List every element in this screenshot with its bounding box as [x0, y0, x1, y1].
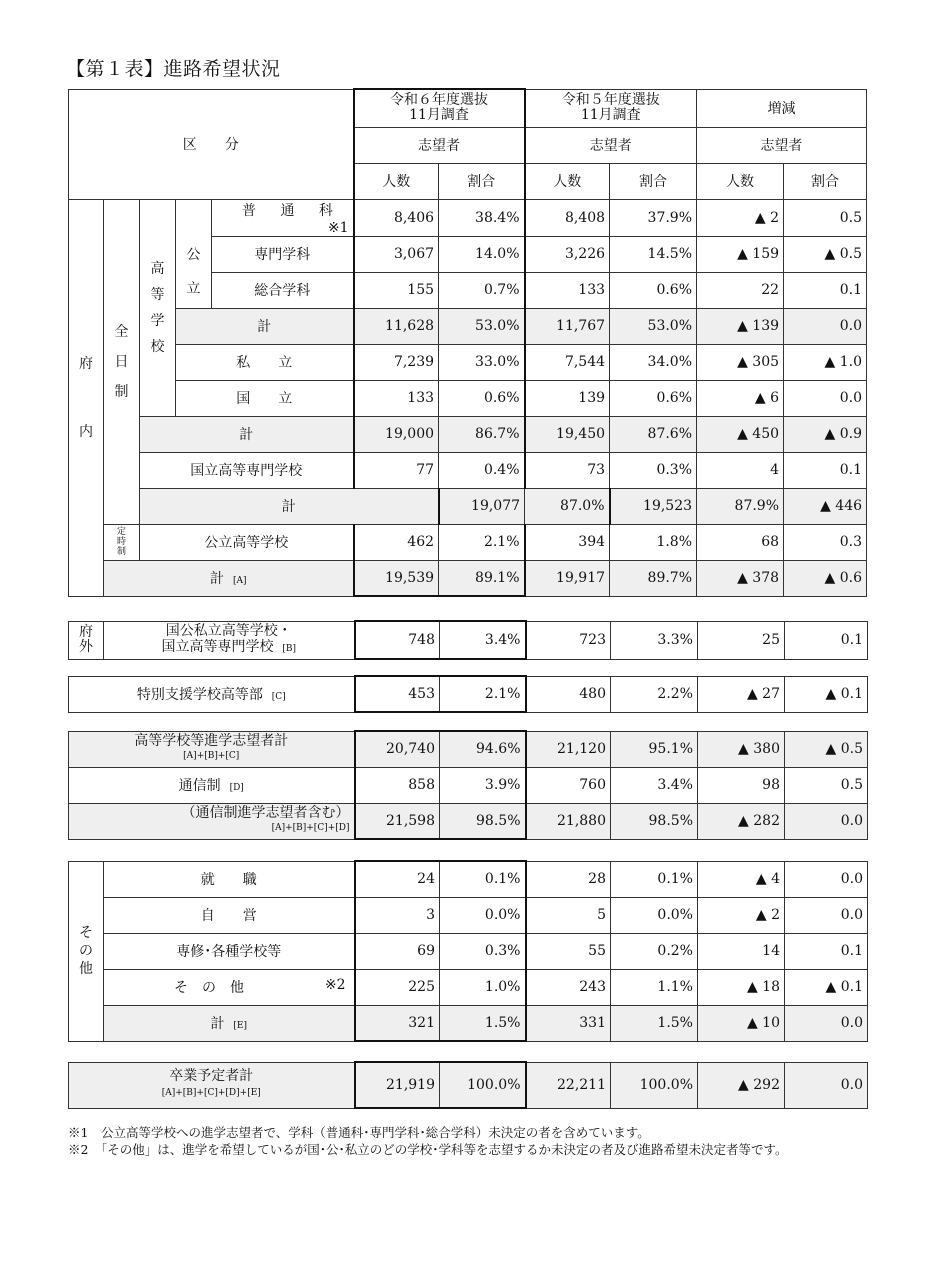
cell: ▲ 282: [698, 803, 785, 839]
cell: 0.0: [784, 308, 867, 344]
shien-table: [68, 675, 866, 713]
cell: 55: [526, 933, 611, 969]
cell: 0.0: [785, 1062, 868, 1108]
row-label: 自 営: [104, 897, 355, 933]
cell: 462: [354, 524, 439, 560]
cell: 1.0%: [440, 969, 526, 1005]
table-row: [69, 676, 868, 712]
cell: 19,000: [354, 416, 439, 452]
cell: 28: [526, 861, 611, 897]
cell: 723: [526, 621, 611, 659]
table-row: [69, 1005, 868, 1041]
footnote: ※2 「その他」は、進学を希望しているが国･公･私立のどの学校･学科等を志望するか未決定の者及び進路希望未決定者等です。: [68, 1142, 788, 1157]
teiji-label: 定 時 制: [104, 524, 140, 560]
row-label: 公立高等学校: [140, 524, 354, 560]
cell: 19,917: [525, 560, 610, 596]
fugai-table: [68, 620, 866, 660]
cell: 8,406: [354, 199, 439, 236]
fugai-label: 府 外: [69, 621, 104, 659]
cell: 0.0: [785, 861, 868, 897]
cell: ▲ 4: [698, 861, 785, 897]
cell: 480: [526, 676, 611, 712]
cell: ▲ 2: [698, 897, 785, 933]
cell: 3.3%: [611, 621, 698, 659]
cell: 11,767: [525, 308, 610, 344]
cell: ▲ 446: [784, 488, 867, 524]
zennichi-label: 全 日 制: [104, 199, 140, 524]
cell: 14.0%: [439, 236, 525, 272]
sonota-table: [68, 860, 866, 1042]
cell: 133: [354, 380, 439, 416]
cell: 77: [354, 452, 439, 488]
r6-applicants: 志望者: [354, 127, 525, 163]
row-label: 専修･各種学校等: [104, 933, 355, 969]
cell: 0.1: [785, 933, 868, 969]
cell: 453: [355, 676, 440, 712]
cell: 25: [698, 621, 785, 659]
diff-header: 増減: [697, 89, 867, 127]
cell: 0.1%: [440, 861, 526, 897]
r6-ratio-head: 割合: [439, 163, 525, 199]
cell: 98: [698, 767, 785, 803]
cell: 3: [355, 897, 440, 933]
cell: 1.8%: [610, 524, 697, 560]
row-label: そ の 他 ※2: [104, 969, 355, 1005]
row-label: 専門学科: [212, 236, 354, 272]
cell: 87.6%: [610, 416, 697, 452]
cell: 133: [525, 272, 610, 308]
cell: 22,211: [526, 1062, 611, 1108]
cell: ▲ 18: [698, 969, 785, 1005]
cell: 7,544: [525, 344, 610, 380]
row-label: 通信制 [D]: [69, 767, 355, 803]
cell: 38.4%: [439, 199, 525, 236]
cell: 7,239: [354, 344, 439, 380]
cell: 100.0%: [611, 1062, 698, 1108]
row-label: （通信制進学志望者含む） [A]+[B]+[C]+[D]: [69, 803, 355, 839]
table-row: [69, 416, 867, 452]
table-row: [69, 897, 868, 933]
table-row: [69, 308, 867, 344]
cell: ▲ 0.5: [784, 236, 867, 272]
cell: ▲ 2: [697, 199, 784, 236]
cell: ▲ 10: [698, 1005, 785, 1041]
cell: ▲ 378: [697, 560, 784, 596]
koritsu-label: 公 立: [176, 236, 212, 308]
cell: ▲ 139: [697, 308, 784, 344]
r6-count-head: 人数: [354, 163, 439, 199]
table-row: [69, 452, 867, 488]
r5-header: 令和５年度選抜 11月調査: [525, 89, 697, 127]
cell: 19,523: [610, 488, 697, 524]
cell: 0.3: [784, 524, 867, 560]
cell: 0.1: [784, 452, 867, 488]
cell: 225: [355, 969, 440, 1005]
cell: 69: [355, 933, 440, 969]
table-row: [69, 380, 867, 416]
cell: 21,919: [355, 1062, 440, 1108]
cell: 0.0%: [440, 897, 526, 933]
cell: ▲ 0.5: [785, 731, 868, 767]
diff-applicants: 志望者: [697, 127, 867, 163]
table-row: [69, 621, 868, 659]
cell: 760: [526, 767, 611, 803]
cell: 0.4%: [439, 452, 525, 488]
cell: 0.0: [785, 1005, 868, 1041]
cell: ▲ 292: [698, 1062, 785, 1108]
cell: 0.6%: [439, 380, 525, 416]
cell: 86.7%: [439, 416, 525, 452]
cell: 87.9%: [697, 488, 784, 524]
table-row: [69, 803, 868, 839]
cell: 1.1%: [611, 969, 698, 1005]
cell: 89.1%: [439, 560, 525, 596]
cell: 3.4%: [611, 767, 698, 803]
cell: 14: [698, 933, 785, 969]
cell: 155: [354, 272, 439, 308]
cell: 0.3%: [440, 933, 526, 969]
cell: 3.4%: [440, 621, 526, 659]
cell: 858: [355, 767, 440, 803]
cell: 98.5%: [440, 803, 526, 839]
row-label: 総合学科: [212, 272, 354, 308]
cell: ▲ 0.1: [785, 969, 868, 1005]
r6-header: 令和６年度選抜 11月調査: [354, 89, 525, 127]
row-label: 高等学校等進学志望者計 [A]+[B]+[C]: [69, 731, 355, 767]
cell: 748: [355, 621, 440, 659]
row-label: 普 通 科 ※1: [212, 199, 354, 236]
row-label: 計: [176, 308, 354, 344]
cell: 19,077: [439, 488, 525, 524]
row-label: 就 職: [104, 861, 355, 897]
cell: 0.6%: [610, 380, 697, 416]
row-label: 計 [A]: [104, 560, 354, 596]
cell: 0.1: [784, 272, 867, 308]
cell: 3,226: [525, 236, 610, 272]
table-row: [69, 344, 867, 380]
row-label: 国 立: [176, 380, 354, 416]
cell: 98.5%: [611, 803, 698, 839]
koto-label: 高 等 学 校: [140, 199, 176, 416]
funai-label: 府 内: [69, 199, 104, 596]
cell: 8,408: [525, 199, 610, 236]
cell: 53.0%: [610, 308, 697, 344]
cell: 2.2%: [611, 676, 698, 712]
diff-count-head: 人数: [697, 163, 784, 199]
cell: 73: [525, 452, 610, 488]
cell: 0.2%: [611, 933, 698, 969]
row-label: 国公私立高等学校・ 国立高等専門学校 [B]: [104, 621, 355, 659]
cell: 37.9%: [610, 199, 697, 236]
cell: 0.6%: [610, 272, 697, 308]
cell: 89.7%: [610, 560, 697, 596]
cell: ▲ 0.1: [785, 676, 868, 712]
cell: ▲ 380: [698, 731, 785, 767]
table-row: [69, 236, 867, 272]
cell: 0.5: [785, 767, 868, 803]
row-label: 特別支援学校高等部 [C]: [69, 676, 355, 712]
sonota-label: そ の 他: [69, 861, 104, 1041]
cell: 2.1%: [440, 676, 526, 712]
table-row: [69, 969, 868, 1005]
cell: 19,539: [354, 560, 439, 596]
cell: 53.0%: [439, 308, 525, 344]
table-row: [69, 731, 868, 767]
table-row: [69, 560, 867, 596]
cell: ▲ 305: [697, 344, 784, 380]
row-label: 計 [E]: [104, 1005, 355, 1041]
page-title: 【第１表】進路希望状況: [66, 58, 281, 80]
table-row: [69, 861, 868, 897]
cell: 100.0%: [440, 1062, 526, 1108]
cell: 24: [355, 861, 440, 897]
cell: 34.0%: [610, 344, 697, 380]
r5-applicants: 志望者: [525, 127, 697, 163]
row-label: 国立高等専門学校: [140, 452, 354, 488]
cell: 3.9%: [440, 767, 526, 803]
cell: 33.0%: [439, 344, 525, 380]
cell: 0.1%: [611, 861, 698, 897]
table-row: [69, 199, 867, 236]
cell: 22: [697, 272, 784, 308]
cell: 2.1%: [439, 524, 525, 560]
shingaku-table: [68, 730, 866, 840]
row-label: 卒業予定者計 [A]+[B]+[C]+[D]+[E]: [69, 1062, 355, 1108]
cell: 5: [526, 897, 611, 933]
cell: 95.1%: [611, 731, 698, 767]
cell: 1.5%: [611, 1005, 698, 1041]
cell: 0.3%: [610, 452, 697, 488]
cell: 21,120: [526, 731, 611, 767]
cell: ▲ 1.0: [784, 344, 867, 380]
cell: 0.7%: [439, 272, 525, 308]
cell: ▲ 27: [698, 676, 785, 712]
cell: 68: [697, 524, 784, 560]
cell: 21,598: [355, 803, 440, 839]
cell: ▲ 159: [697, 236, 784, 272]
cell: 1.5%: [440, 1005, 526, 1041]
r5-count-head: 人数: [525, 163, 610, 199]
cell: 0.0: [785, 897, 868, 933]
cell: 0.0: [784, 380, 867, 416]
cell: ▲ 0.6: [784, 560, 867, 596]
cell: 4: [697, 452, 784, 488]
cell: 243: [526, 969, 611, 1005]
cell: 394: [525, 524, 610, 560]
cell: 0.1: [785, 621, 868, 659]
row-label: 計: [140, 488, 439, 524]
cell: 0.0%: [611, 897, 698, 933]
cell: ▲ 6: [697, 380, 784, 416]
table-row: [69, 1062, 868, 1108]
table-row: [69, 767, 868, 803]
cell: 14.5%: [610, 236, 697, 272]
total-table: [68, 1061, 866, 1109]
row-label: 計: [140, 416, 354, 452]
main-table: [68, 88, 866, 597]
cell: 3,067: [354, 236, 439, 272]
row-label: 私 立: [176, 344, 354, 380]
cell: 94.6%: [440, 731, 526, 767]
cell: 331: [526, 1005, 611, 1041]
diff-ratio-head: 割合: [784, 163, 867, 199]
table-row: [69, 488, 867, 524]
r5-ratio-head: 割合: [610, 163, 697, 199]
cell: 321: [355, 1005, 440, 1041]
cell: 139: [525, 380, 610, 416]
category-header: 区 分: [69, 89, 354, 199]
cell: 0.0: [785, 803, 868, 839]
table-row: [69, 933, 868, 969]
cell: 21,880: [526, 803, 611, 839]
cell: 19,450: [525, 416, 610, 452]
cell: ▲ 450: [697, 416, 784, 452]
cell: 11,628: [354, 308, 439, 344]
cell: 87.0%: [525, 488, 610, 524]
footnote: ※1 公立高等学校への進学志望者で、学科（普通科･専門学科･総合学科）未決定の者を含めています。: [68, 1125, 650, 1140]
table-row: [69, 524, 867, 560]
cell: ▲ 0.9: [784, 416, 867, 452]
cell: 20,740: [355, 731, 440, 767]
cell: 0.5: [784, 199, 867, 236]
footnotes: [68, 1124, 868, 1158]
